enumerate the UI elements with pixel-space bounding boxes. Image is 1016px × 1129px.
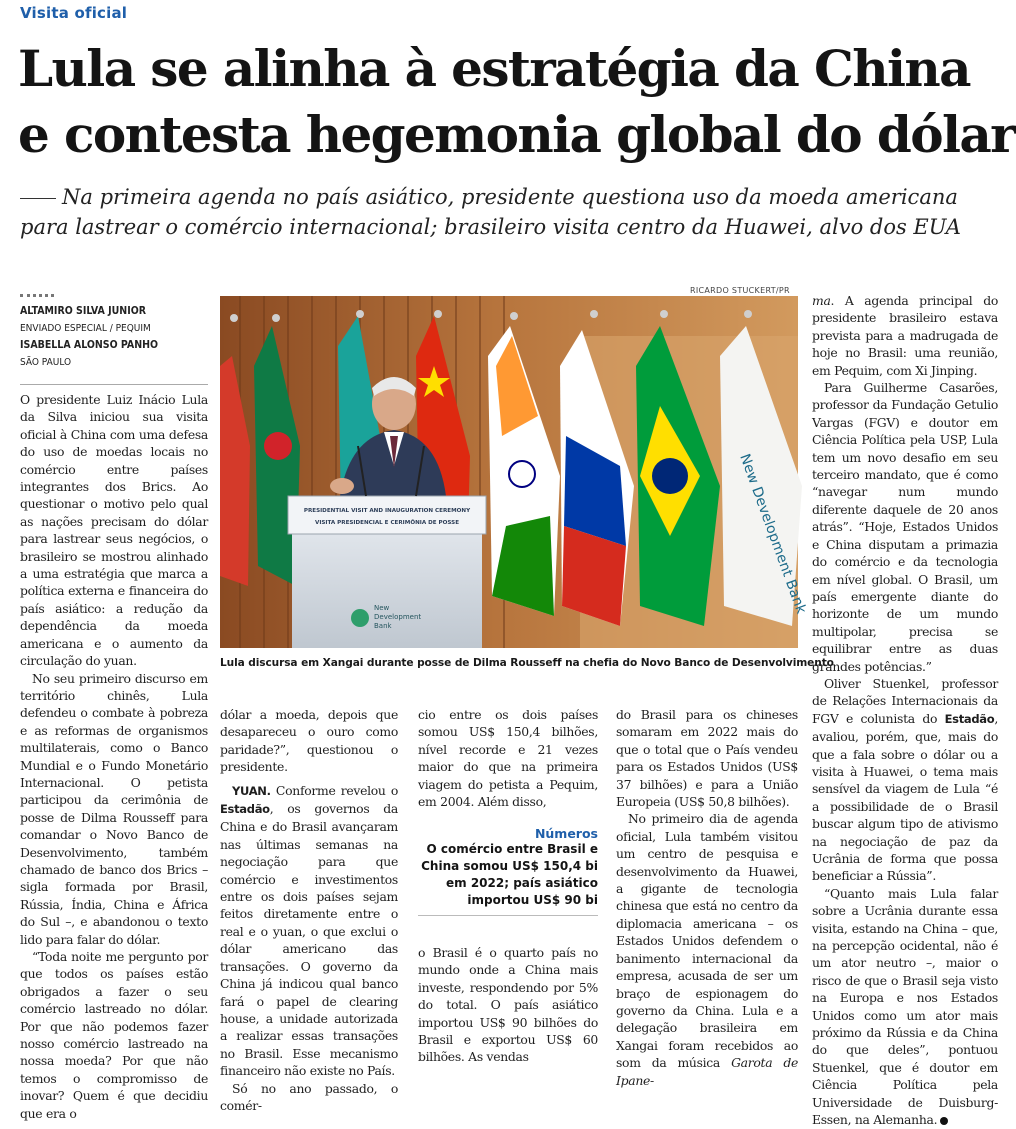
- col2-paragraph-2: [220, 782, 398, 1080]
- col5-p1-text: . A agenda principal do presidente brasileiro estava prevista para a madrugada de hoje no Brasil: uma reunião, em Pequim, com Xi Jinping.: [812, 293, 998, 378]
- bank-logo-line-1: New: [374, 604, 390, 612]
- col5-p3-part-b: , avaliou, porém, que, mais do que a fala sobre o dólar ou a visita à Huawei, o tema mais sensível da viagem de Lula “é a possibilidade de o Brasil buscar algum tipo de ativismo na negociação de paz da Ucrânia de forma que possa beneficiar a Rússia”.: [812, 710, 998, 884]
- numbers-rule: [418, 915, 598, 916]
- col5-p3-part-a: Oliver Stuenkel, professor de Relações Internacionais da FGV e colunista do: [812, 675, 998, 726]
- numbers-label: Números: [534, 826, 598, 841]
- article-column-3-top: [418, 706, 598, 810]
- article-column-5: [812, 292, 998, 1129]
- col2-p2-part-b: , os governos da China e do Brasil avançaram nas últimas semanas na negociação para que comércio e investimentos entre os dois países sejam feitos diretamente entre o real e o yuan, o que exclui o dólar americano das transações. O governo da China já indicou qual banco fará o papel de clearing house, a unidade autorizada a realizar essas transações no Brasil. Esse mecanismo financeiro não existe no País.: [220, 801, 398, 1079]
- col1-paragraph-2: No seu primeiro discurso em território chinês, Lula defendeu o combate à pobreza e as reformas de organismos multilaterais, como o Banco Mundial e o Fundo Monetário Internacional. O petista participou da cerimônia de posse de Dilma Rousseff para comandar o Novo Banco de Desenvolvimento, também chamado de banco dos Brics – sigla formada por Brasil, Rússia, Índia, China e África do Sul –, e abandonou o texto lido para falar do dólar.: [20, 670, 208, 947]
- headline: [18, 36, 1015, 168]
- col1-paragraph-3: “Toda noite me pergunto por que todos os países estão obrigados a fazer o seu comércio lastreado no dólar. Por que não podemos fazer nosso comércio lastreado na nossa moeda? Por que não temos o compromisso de inovar? Quem é que decidiu que era o: [20, 949, 208, 1121]
- col5-paragraph-3: [812, 675, 998, 885]
- article-column-1: [20, 391, 208, 1122]
- article-column-3-bottom: [418, 944, 598, 1066]
- col5-paragraph-1: [812, 292, 998, 379]
- subheadline-dash: [20, 198, 56, 199]
- col4-paragraph-1: do Brasil para os chineses somaram em 2022 mais do que o total que o País vendeu para os Estados Unidos (US$ 37 bilhões) e para a União Europeia (US$ 50,8 bilhões).: [616, 707, 798, 810]
- col1-paragraph-1: O presidente Luiz Inácio Lula da Silva iniciou sua visita oficial à China com uma defesa do uso de moedas locais no comércio entre países integrantes dos Brics. Ao questionar o motivo pelo qual as nações precisam do dólar para lastrear seus negócios, o brasileiro se mostrou alinhado a uma estratégia que marca a política externa e financeira do país asiático: a redução da dependência da moeda americana e o aumento da circulação do yuan.: [20, 392, 208, 669]
- podium-text-line-1: PRESIDENTIAL VISIT AND INAUGURATION CEREMONY: [303, 508, 471, 514]
- col3-paragraph-2: o Brasil é o quarto país no mundo onde a China mais investe, respondendo por 5% do total. O país asiático importou US$ 90 bilhões do Brasil e exportou US$ 60 bilhões. As vendas: [418, 945, 598, 1065]
- article-column-4: [616, 706, 798, 1089]
- author-1-role: ENVIADO ESPECIAL / PEQUIM: [20, 323, 151, 334]
- col2-p2-part-a: Conforme revelou o: [270, 782, 398, 798]
- flag-bank-text: New Development Bank: [736, 451, 810, 617]
- col5-paragraph-2: Para Guilherme Casarões, professor da Fundação Getulio Vargas (FGV) e doutor em Ciência Política pela USP, Lula tem um novo desafio em seu terceiro mandato, que é como “navegar num mundo diferente daquele de 20 anos atrás”. “Hoje, Estados Unidos e China disputam a primazia do comércio e da tecnologia em nível global. O Brasil, um país emergente diante do horizonte de um mundo multipolar, precisa se equilibrar entre as duas grandes potências.”: [812, 380, 998, 674]
- article-photo: [220, 296, 810, 648]
- col5-paragraph-4: [812, 885, 998, 1129]
- numbers-box: [418, 826, 598, 916]
- col2-paragraph-1: dólar a moeda, depois que desapareceu o ouro como paridade?”, questionou o presidente.: [220, 707, 398, 775]
- col5-p4-text: “Quanto mais Lula falar sobre a Ucrânia durante essa visita, estando na China – que, na percepção ocidental, não é um ator neutro –, maior o risco de que o Brasil seja visto na Europa e nos Estados Unidos como um ator mais próximo da Rússia e da China do que deles”, pontuou Stuenkel, que é doutor em Ciência Política pela Universidade de Duisburg-Essen, na Alemanha.: [812, 885, 998, 1128]
- col4-p2-text: No primeiro dia de agenda oficial, Lula também visitou um centro de pesquisa e desenvolvimento da Huawei, a gigante de tecnologia chinesa que está no centro da diplomacia americana – os Estados Unidos defendem o banimento internacional da empresa, acusada de ser um braço de espionagem do governo da China. Lula e a delegação brasileira em Xangai foram recebidos ao som da música: [616, 811, 798, 1071]
- photo-credit: RICARDO STUCKERT/PR: [690, 286, 790, 295]
- numbers-text: O comércio entre Brasil e China somou US$ 150,4 bi em 2022; país asiático importou US$ 90 bi: [421, 842, 598, 907]
- subheadline: [20, 182, 1010, 242]
- byline-divider: [20, 384, 208, 385]
- byline-dots: [20, 294, 54, 297]
- estadao-brand-2: Estadão: [944, 711, 995, 726]
- author-1: ALTAMIRO SILVA JUNIOR: [20, 305, 147, 317]
- yuan-lead: YUAN.: [232, 783, 271, 798]
- byline: [20, 294, 210, 371]
- bank-logo-line-2: Development: [374, 613, 422, 621]
- subheadline-line-2: para lastrear o comércio internacional; brasileiro visita centro da Huawei, alvo dos EUA: [20, 215, 961, 239]
- section-kicker: Visita oficial: [20, 4, 128, 22]
- col2-paragraph-3: Só no ano passado, o comér-: [220, 1080, 398, 1113]
- col3-paragraph-1: cio entre os dois países somou US$ 150,4 bilhões, nível recorde e 21 vezes maior do que na primeira viagem do petista a Pequim, em 2004. Além disso,: [418, 707, 598, 810]
- photo-illustration: [220, 296, 810, 648]
- song-title-part-1: Garota de Ipane-: [616, 1055, 798, 1088]
- subheadline-line-1: Na primeira agenda no país asiático, presidente questiona uso da moeda americana: [62, 185, 958, 209]
- bank-logo-line-3: Bank: [374, 622, 392, 630]
- estadao-brand: Estadão: [220, 802, 270, 817]
- end-of-article-bullet: [940, 1117, 948, 1125]
- photo-caption: Lula discursa em Xangai durante posse de Dilma Rousseff na chefia do Novo Banco de Desenvolvimento: [220, 657, 834, 669]
- author-2-role: SÃO PAULO: [20, 357, 72, 368]
- song-title-part-2: ma: [812, 293, 831, 308]
- author-2: ISABELLA ALONSO PANHO: [20, 339, 159, 351]
- podium-text-line-2: VISITA PRESIDENCIAL E CERIMÔNIA DE POSSE: [314, 520, 460, 526]
- col4-paragraph-2: [616, 810, 798, 1089]
- headline-line-1: Lula se alinha à estratégia da China: [18, 39, 970, 98]
- headline-line-2: e contesta hegemonia global do dólar: [18, 105, 1015, 164]
- article-column-2: [220, 706, 398, 1114]
